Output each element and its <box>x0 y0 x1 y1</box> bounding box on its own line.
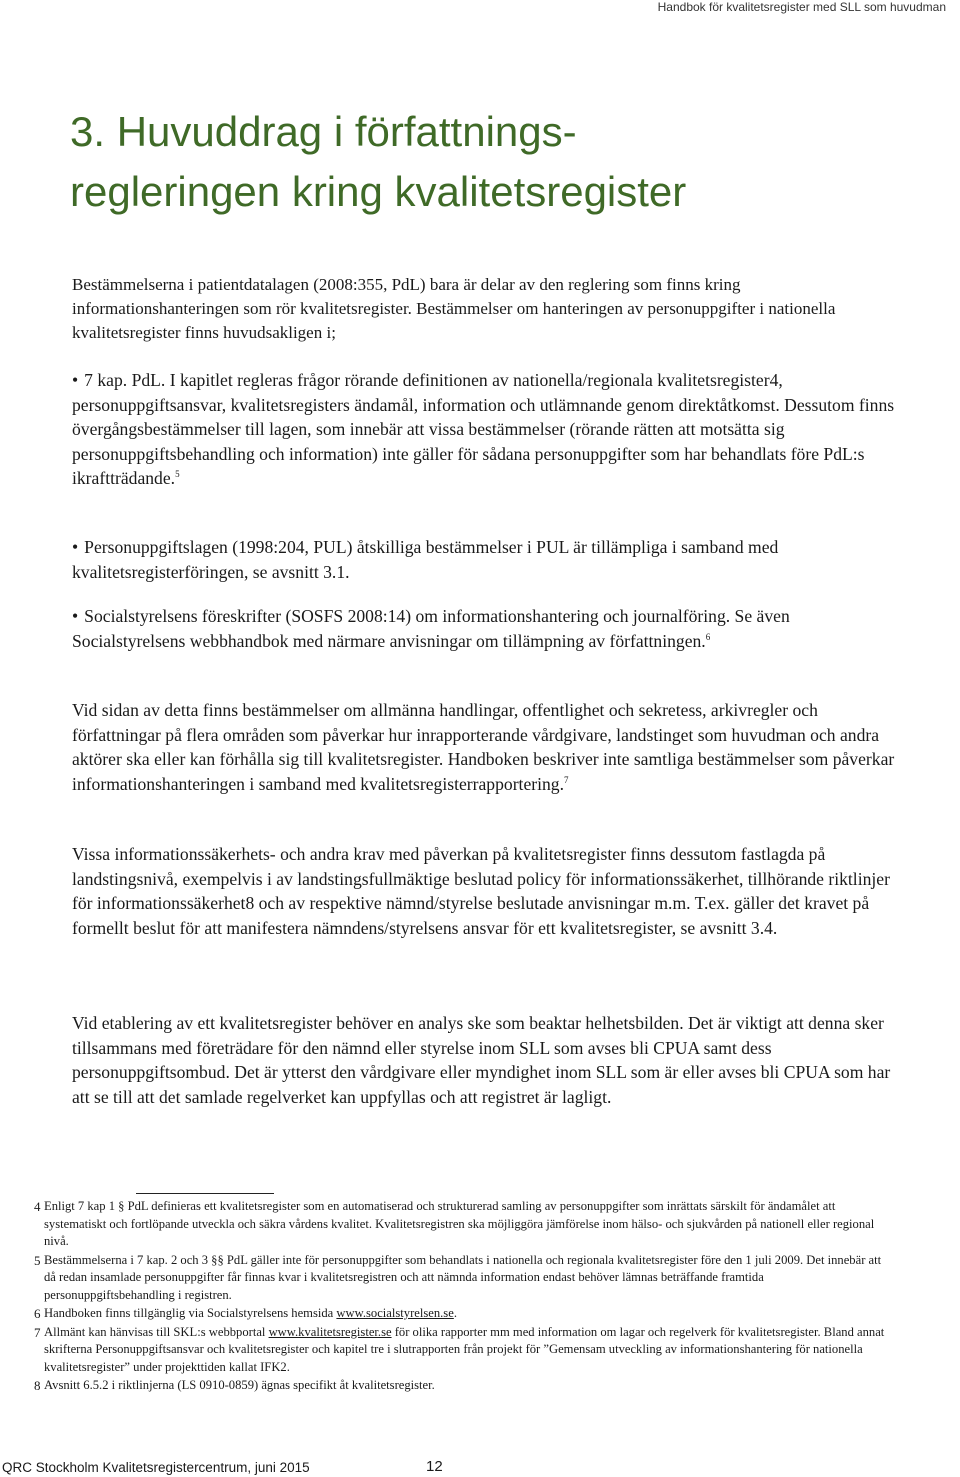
intro-paragraph: Bestämmelserna i patientdatalagen (2008:355, PdL) bara är delar av den reglering som finns kring informationshanteringen som rör kvalitetsregister. Bestämmelser om hanteringen av personuppgifter i nationella kvalitetsregister finns huvudsakligen i; <box>72 275 836 342</box>
footnote-text-lead: Allmänt kan hänvisas till SKL:s webbportal <box>44 1324 269 1339</box>
page-footer <box>0 1458 960 1477</box>
footnote-number: 5 <box>34 1252 41 1268</box>
footnote-4 <box>34 1198 894 1251</box>
socialstyrelsen-link[interactable]: www.socialstyrelsen.se <box>336 1306 454 1320</box>
footer-organization: QRC Stockholm Kvalitetsregistercentrum, juni 2015 <box>2 1460 310 1475</box>
bullet-pdl <box>72 368 902 491</box>
bullet-pdl-lead: 7 kap. PdL. I kapitlet regleras frågor rörande definitionen av nationella/regionala kvalitetsregister <box>84 370 770 390</box>
footnote-number: 4 <box>34 1199 41 1214</box>
footnote-text: Bestämmelserna i 7 kap. 2 och 3 §§ PdL gäller inte för personuppgifter som behandlats i nationella och regionala kvalitetsregister före den 1 juli 2009. Det innebär att då redan insamlade personuppgifter får finnas kvar i kvalitetsregistren och att nämnda information endast behöver lämnas beträffande framtida personuppgiftsbehandling i registren. <box>44 1252 882 1302</box>
footnote-5 <box>34 1252 894 1305</box>
footnote-divider <box>136 1193 274 1194</box>
footnote-text: Enligt 7 kap 1 § PdL definieras ett kvalitetsregister som en automatiserad och strukturerad samling av personuppgifter som inrättats särskilt för ändamålet att systematiskt och fortlöpande utveckla och säkra vårdens kvalitet. Kvalitetsregistren ska möjliggöra jämförelse inom hälso- och sjukvården på nationell eller regional nivå. <box>44 1199 875 1248</box>
footnote-text-end: . <box>453 1306 457 1320</box>
paragraph-county-requirements: Vissa informationssäkerhets- och andra krav med påverkan på kvalitetsregister finns dessutom fastlagda på landstingsnivå, exempelvis i av landstingsfullmäktige beslutad policy för informationssäkerhet, tillhörande riktlinjer för informationssäkerhet8 och av respektive nämnd/styrelse beslutade anvisningar m.m. T.ex. gäller det kravet på formellt beslut för att manifestera nämndens/styrelsens ansvar för ett kvalitetsregister, se avsnitt 3.4. <box>72 844 890 938</box>
bullet-sosfs-text: Socialstyrelsens föreskrifter (SOSFS 2008:14) om informationshantering och journalföring. Se även Socialstyrelsens webbhandbok med närmare anvisningar om tillämpning av författningen. <box>72 606 790 651</box>
footnote-number: 7 <box>34 1324 41 1340</box>
footnote-text-end: för olika rapporter mm med information om lagar och regelverk för kvalitetsregister. Bland annat skrifterna Personuppgiftsansvar och kvalitetsregister och kapitel tre i slutrapporten från projekt för ”Gemensam utveckling av informationshantering för nationella kvalitetsregister” under projekttiden kallat IFK2. <box>44 1324 885 1374</box>
running-header: Handbok för kvalitetsregister med SLL som huvudman <box>657 0 946 14</box>
footnote-text-lead: Handboken finns tillgänglig via Socialstyrelsens hemsida <box>44 1306 337 1320</box>
kvalitetsregister-link[interactable]: www.kvalitetsregister.se <box>268 1324 392 1339</box>
bullet-sosfs <box>72 604 902 653</box>
chapter-title-line-1: 3. Huvuddrag i författnings- <box>70 108 577 155</box>
page-number: 12 <box>426 1458 443 1475</box>
footnote-6 <box>34 1305 894 1323</box>
bullet-pdl-tail: , personuppgiftsansvar, kvalitetsregisters ändamål, information och utlämnande genom direktåtkomst. Dessutom finns övergångsbestämmelser till lagen, som innebär att vissa bestämmelser (rörande rätten att motsätta sig personuppgiftsbehandling och information) inte gäller för sådana personuppgifter som har behandlats före PdL:s ikraftträdande. <box>72 370 895 488</box>
footnote-text <box>44 1305 894 1323</box>
bullet-mark: • <box>72 370 79 390</box>
paragraph-other-regulations-text: Vid sidan av detta finns bestämmelser om allmänna handlingar, offentlighet och sekretess, arkivregler och författningar på flera områden som påverkar hur inrapporterande vårdgivare, landstinget som huvudman och andra aktörer ska eller kan förhålla sig till kvalitetsregister. Handboken beskriver inte samtliga bestämmelser som påverkar informationshanteringen i samband med kvalitetsregisterrapportering. <box>72 700 895 794</box>
footnote-text <box>44 1324 894 1377</box>
footnote-number: 6 <box>34 1306 41 1321</box>
paragraph-establishment: Vid etablering av ett kvalitetsregister behöver en analys ske som beaktar helhetsbilden. Det är viktigt att denna sker tillsammans med företrädare för den nämnd eller styrelse inom SLL som avses bli CPUA samt dess personuppgiftsombud. Det är ytterst den vårdgivare eller myndighet inom SLL som är eller avses bli CPUA som har att se till att det samlade regelverket kan uppfyllas och att registret är lagligt. <box>72 1013 891 1107</box>
bullet-pul <box>72 535 902 584</box>
footnote-text: Avsnitt 6.5.2 i riktlinjerna (LS 0910-0859) ägnas specifikt åt kvalitetsregister. <box>44 1378 435 1392</box>
bullet-mark: • <box>72 537 79 557</box>
footnote-number: 8 <box>34 1378 41 1393</box>
paragraph-other-regulations <box>72 698 902 796</box>
bullet-mark: • <box>72 606 79 626</box>
chapter-title-line-2: regleringen kring kvalitetsregister <box>70 168 687 215</box>
footnote-ref-4: 4 <box>769 370 779 390</box>
bullet-pul-text: Personuppgiftslagen (1998:204, PUL) åtskilliga bestämmelser i PUL är tillämpliga i samband med kvalitetsregisterföringen, se avsnitt 3.1. <box>72 537 779 582</box>
footnote-ref-6: 6 <box>705 631 711 642</box>
footnote-7 <box>34 1324 894 1377</box>
footnote-8 <box>34 1377 894 1395</box>
footnotes <box>34 1198 894 1396</box>
chapter-title <box>70 102 930 222</box>
footnote-ref-5: 5 <box>175 469 180 480</box>
footnote-ref-7: 7 <box>564 774 569 785</box>
